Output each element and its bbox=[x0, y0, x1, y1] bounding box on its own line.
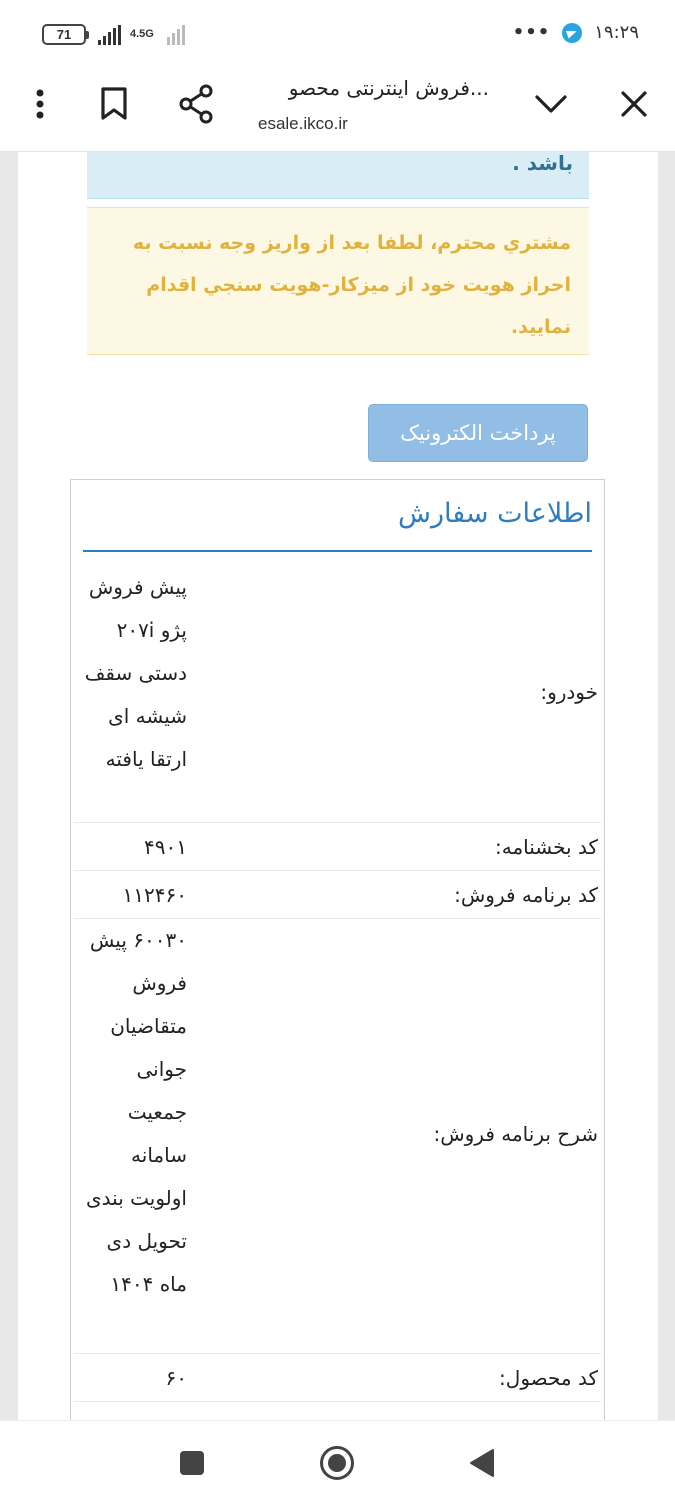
system-nav-bar bbox=[0, 1420, 675, 1500]
chevron-down-icon bbox=[534, 93, 568, 115]
row-value: ۶۰۰۳۰ پیش فروش متقاضیان جوانی جمعیت سامانه اولویت بندی تحویل دی ماه ۱۴۰۴ bbox=[86, 928, 187, 1296]
row-label: خودرو: bbox=[540, 680, 598, 704]
order-row-sale-program-code bbox=[74, 871, 601, 919]
panel-divider bbox=[83, 550, 592, 552]
back-button[interactable] bbox=[460, 1441, 504, 1485]
signal-icon bbox=[98, 25, 121, 45]
telegram-icon bbox=[562, 23, 582, 43]
back-icon bbox=[469, 1448, 495, 1478]
row-label: کد محصول: bbox=[499, 1366, 598, 1390]
order-info-panel bbox=[70, 479, 605, 1420]
page-title: فروش اینترنتی محصو... bbox=[288, 76, 489, 100]
row-value: ۴۹۰۱ bbox=[144, 835, 187, 859]
home-button[interactable] bbox=[315, 1441, 359, 1485]
clock: ۱۹:۲۹ bbox=[594, 22, 639, 43]
page-url[interactable]: esale.ikco.ir bbox=[258, 114, 348, 133]
share-button[interactable] bbox=[174, 80, 218, 128]
menu-button[interactable] bbox=[22, 84, 58, 124]
order-row-car bbox=[74, 566, 601, 823]
web-content[interactable] bbox=[0, 152, 675, 1420]
order-row-sale-program-description bbox=[74, 919, 601, 1354]
order-row-circular-code bbox=[74, 823, 601, 871]
status-bar bbox=[0, 0, 675, 70]
row-label: کد برنامه فروش: bbox=[454, 883, 598, 907]
home-icon bbox=[319, 1445, 355, 1481]
close-button[interactable] bbox=[612, 82, 656, 126]
more-vert-icon bbox=[34, 88, 46, 120]
notification-overflow: ••• bbox=[512, 22, 551, 43]
info-alert: باشد . bbox=[87, 152, 589, 199]
row-label: شرح برنامه فروش: bbox=[433, 1122, 598, 1146]
warning-alert: مشتري محترم، لطفا بعد از واريز وجه نسبت به احراز هويت خود از ميزكار-هويت سنجي اقدام نماييد. bbox=[87, 207, 589, 355]
row-value: ۶۰ bbox=[165, 1366, 187, 1390]
expand-button[interactable] bbox=[528, 82, 574, 126]
status-right bbox=[513, 22, 639, 43]
status-left bbox=[42, 24, 185, 45]
recents-button[interactable] bbox=[170, 1441, 214, 1485]
order-row-product-code bbox=[74, 1354, 601, 1402]
battery-icon bbox=[42, 24, 86, 45]
browser-toolbar bbox=[0, 70, 675, 152]
share-icon bbox=[178, 84, 214, 124]
electronic-payment-button[interactable]: پرداخت الکترونیک bbox=[368, 404, 588, 462]
recents-icon bbox=[179, 1450, 205, 1476]
row-value: ۱۱۲۴۶۰ bbox=[122, 883, 187, 907]
page-body bbox=[18, 152, 658, 1420]
battery-level: 71 bbox=[56, 27, 72, 42]
row-value: پیش فروش پژو ۲۰۷i دستی سقف شیشه ای ارتقا یافته bbox=[84, 575, 187, 771]
signal-icon-secondary bbox=[167, 25, 185, 45]
panel-title: اطلاعات سفارش bbox=[398, 498, 592, 529]
close-icon bbox=[620, 90, 648, 118]
network-type: 4.5G bbox=[130, 28, 154, 40]
bookmark-icon bbox=[100, 87, 128, 121]
bookmark-button[interactable] bbox=[92, 82, 136, 126]
row-label: کد بخشنامه: bbox=[495, 835, 598, 859]
